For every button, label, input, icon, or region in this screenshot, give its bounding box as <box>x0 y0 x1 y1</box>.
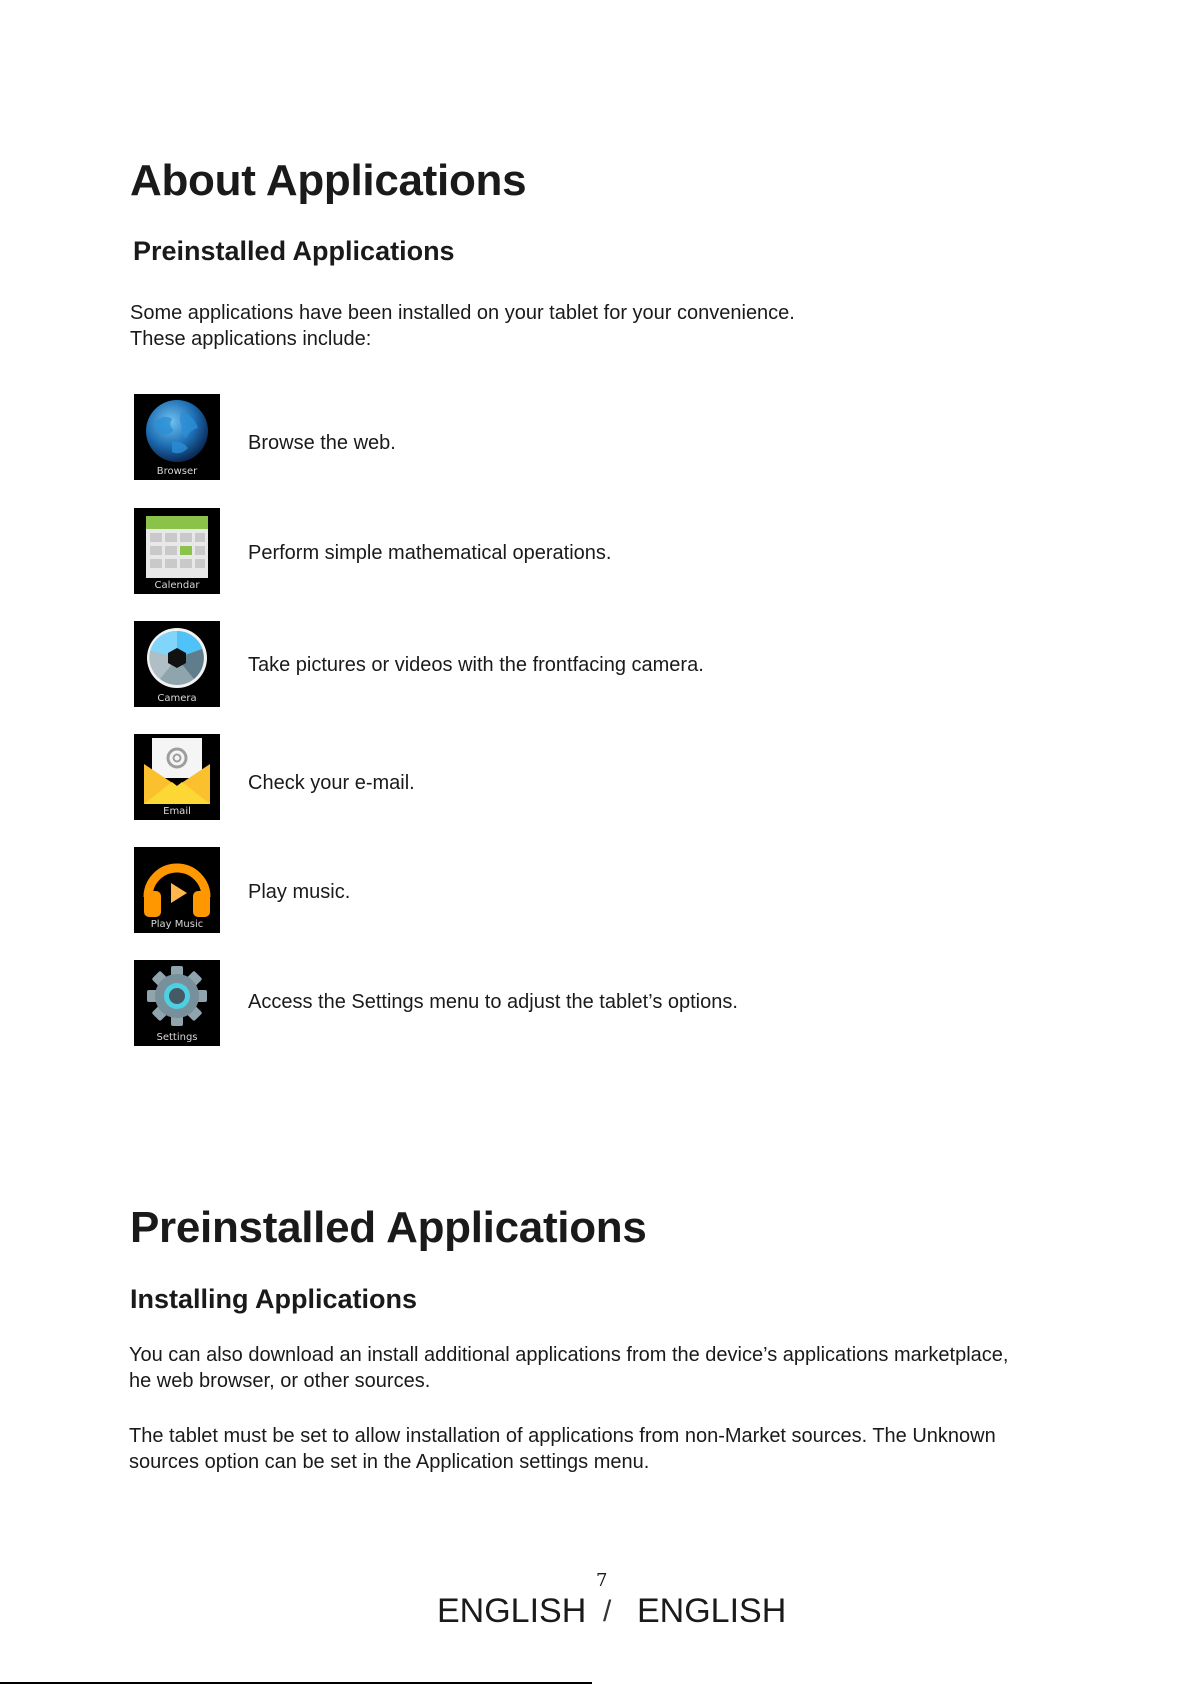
app-description: Play music. <box>248 881 351 903</box>
camera-icon <box>134 621 220 707</box>
app-icon-label: Browser <box>156 466 198 477</box>
section-subtitle: Installing Applications <box>130 1284 418 1314</box>
app-icon-label: Camera <box>157 693 197 704</box>
calendar-icon <box>134 508 220 594</box>
app-description: Browse the web. <box>248 432 396 454</box>
footer-language-left: ENGLISH <box>437 1592 587 1630</box>
browser-icon <box>134 394 220 480</box>
section-subtitle: Preinstalled Applications <box>133 236 455 266</box>
paragraph-line: he web browser, or other sources. <box>129 1370 431 1392</box>
intro-paragraph <box>130 300 795 352</box>
app-icon-label: Calendar <box>154 580 200 591</box>
unknown-sources-paragraph <box>129 1423 996 1475</box>
section-title: Preinstalled Applications <box>130 1203 647 1252</box>
app-description: Check your e-mail. <box>248 772 415 794</box>
headphones-icon <box>134 847 220 933</box>
paragraph-line: sources option can be set in the Application settings menu. <box>129 1451 650 1473</box>
paragraph-line: The tablet must be set to allow installation of applications from non-Market sources. The Unknown <box>129 1425 996 1447</box>
intro-line: These applications include: <box>130 328 372 350</box>
bottom-rule <box>0 1682 592 1684</box>
gear-icon <box>134 960 220 1046</box>
app-description: Access the Settings menu to adjust the tablet’s options. <box>248 991 738 1013</box>
intro-line: Some applications have been installed on your tablet for your convenience. <box>130 302 795 324</box>
email-icon <box>134 734 220 820</box>
footer-separator: / <box>603 1595 612 1628</box>
app-description: Perform simple mathematical operations. <box>248 542 612 564</box>
app-icon-label: Play Music <box>150 919 204 930</box>
install-paragraph <box>129 1342 1008 1394</box>
app-description: Take pictures or videos with the frontfacing camera. <box>248 654 704 676</box>
paragraph-line: You can also download an install additional applications from the device’s applications marketplace, <box>129 1344 1009 1366</box>
page-number: 7 <box>596 1570 608 1591</box>
app-icon-label: Email <box>163 806 191 817</box>
page-title: About Applications <box>130 156 527 205</box>
app-icon-label: Settings <box>156 1032 198 1043</box>
footer-language-right: ENGLISH <box>637 1592 787 1630</box>
